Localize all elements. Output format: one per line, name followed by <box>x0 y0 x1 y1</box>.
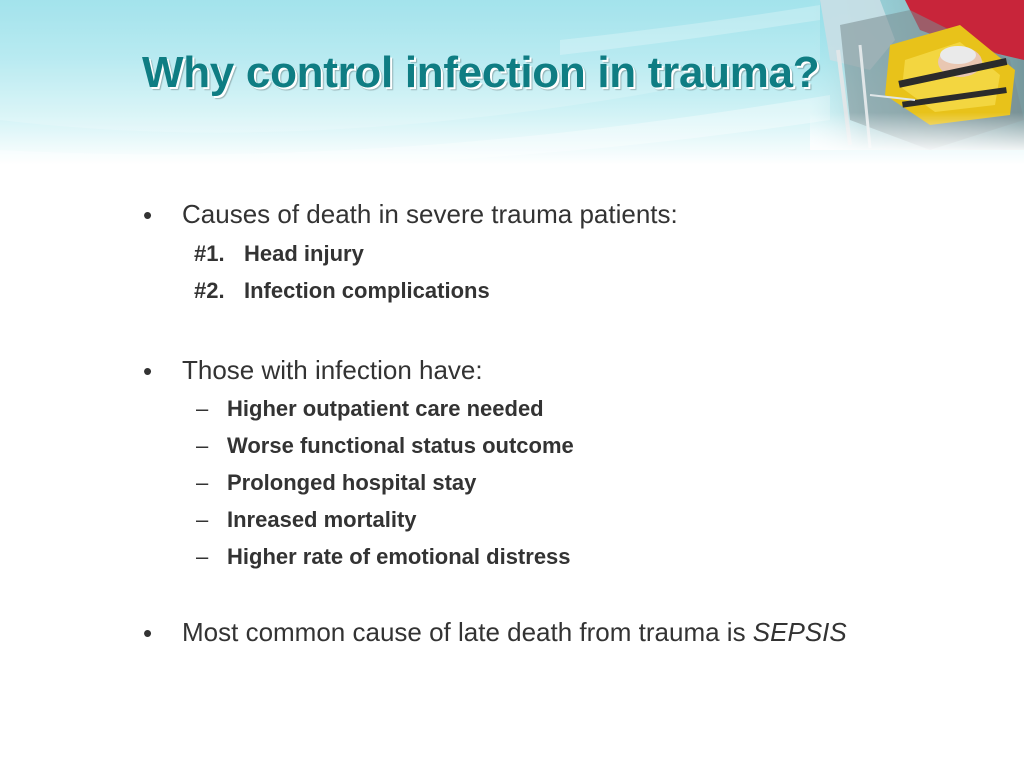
dash-marker: – <box>196 544 209 569</box>
bullet-marker: • <box>143 200 153 230</box>
numbered-item-head-injury: Head injury <box>244 241 364 266</box>
numbered-item-infection-complications: Infection complications <box>244 278 490 303</box>
dash-marker: – <box>196 433 209 458</box>
subitem-emotional-distress: Higher rate of emotional distress <box>227 544 571 569</box>
dash-marker: – <box>196 470 209 495</box>
slide-title: Why control infection in trauma? <box>142 48 820 97</box>
dash-marker: – <box>196 396 209 421</box>
numbered-marker-1: #1. <box>194 241 225 266</box>
subitem-outpatient-care: Higher outpatient care needed <box>227 396 544 421</box>
bullet-sepsis-statement <box>182 617 847 648</box>
sepsis-emphasis: SEPSIS <box>752 617 847 647</box>
dash-marker: – <box>196 507 209 532</box>
bullet-those-with-infection: Those with infection have: <box>182 355 483 385</box>
bullet-sepsis-text: Most common cause of late death from trauma is <box>182 617 753 647</box>
subitem-mortality: Inreased mortality <box>227 507 417 532</box>
subitem-hospital-stay: Prolonged hospital stay <box>227 470 477 495</box>
numbered-marker-2: #2. <box>194 278 225 303</box>
bullet-causes-of-death: Causes of death in severe trauma patients: <box>182 199 678 229</box>
subitem-functional-status: Worse functional status outcome <box>227 433 574 458</box>
bullet-marker: • <box>143 356 153 386</box>
bullet-marker: • <box>143 618 153 648</box>
